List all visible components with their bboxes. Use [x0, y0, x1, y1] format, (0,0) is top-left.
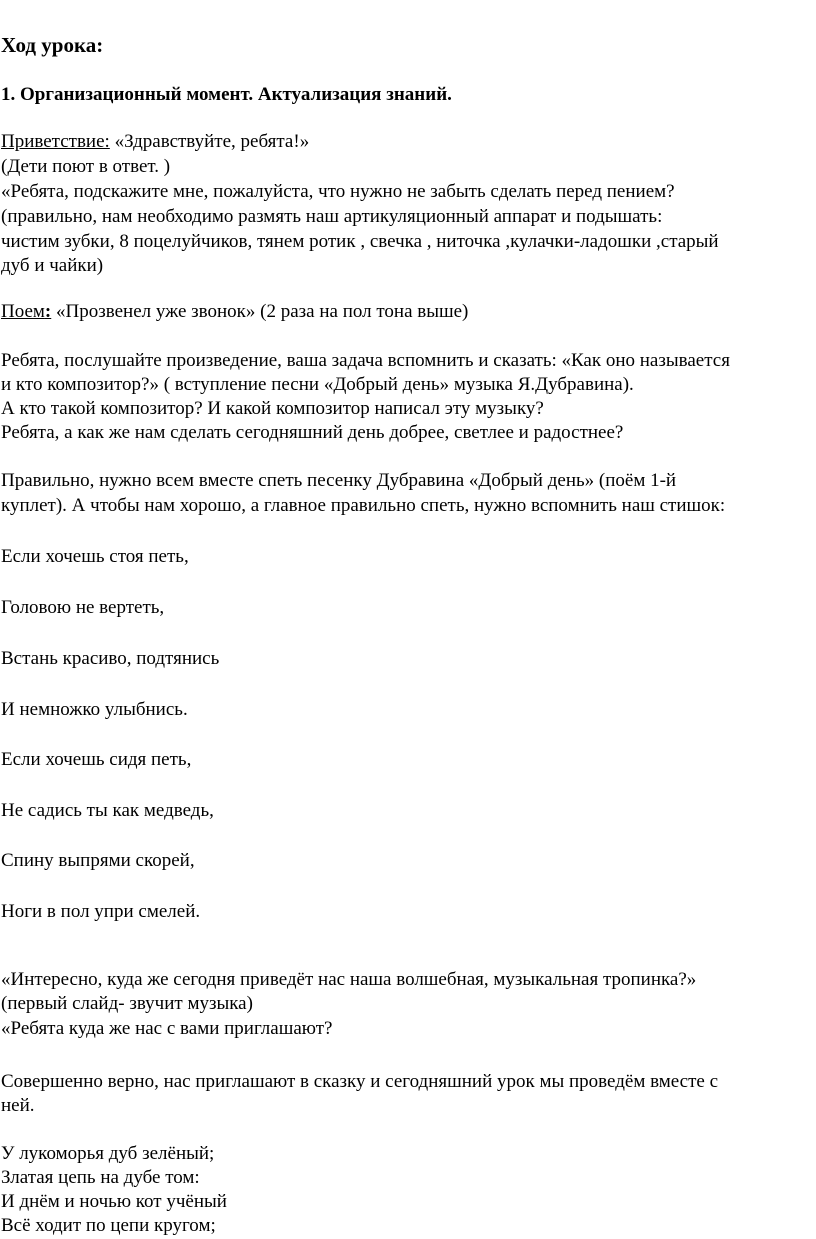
pushkin-line: Златая цепь на дубе том: [1, 1167, 200, 1188]
answer-prep-line: (правильно, нам необходимо размять наш артикуляционный аппарат и подышать: [1, 206, 663, 227]
poem-line: Если хочешь сидя петь, [1, 749, 192, 770]
correct-line: Правильно, нужно всем вместе спеть песенку Дубравина «Добрый день» (поём 1-й [1, 470, 677, 491]
sing-text: «Прозвенел уже звонок» (2 раза на пол тона выше) [51, 301, 469, 322]
correct-line: куплет). А чтобы нам хорошо, а главное правильно спеть, нужно вспомнить наш стишок: [1, 495, 726, 516]
pushkin-line: Всё ходит по цепи кругом; [1, 1215, 216, 1236]
sing-colon: : [44, 301, 52, 322]
path-line: «Ребята куда же нас с вами приглашают? [1, 1018, 333, 1039]
children-answer: (Дети поют в ответ. ) [1, 156, 171, 177]
lesson-heading: Ход урока: [1, 33, 104, 57]
poem-line: Головою не вертеть, [1, 597, 165, 618]
sing-line [1, 300, 468, 325]
answer-prep-line: дуб и чайки) [1, 255, 104, 276]
sing-label: Поем [1, 301, 45, 322]
fairy-line: Совершенно верно, нас приглашают в сказку и сегодняшний урок мы проведём вместе с [1, 1071, 719, 1092]
poem-line: Если хочешь стоя петь, [1, 546, 189, 567]
greeting-label: Приветствие: [1, 131, 110, 152]
path-line: (первый слайд- звучит музыка) [1, 993, 253, 1014]
poem-line: И немножко улыбнись. [1, 699, 188, 720]
poem-line: Не садись ты как медведь, [1, 800, 214, 821]
path-line: «Интересно, куда же сегодня приведёт нас наша волшебная, музыкальная тропинка?» [1, 969, 697, 990]
greeting-line [1, 130, 309, 155]
greeting-text: «Здравствуйте, ребята!» [109, 131, 310, 152]
listen-line: и кто композитор?» ( вступление песни «Добрый день» музыка Я.Дубравина). [1, 374, 634, 395]
listen-line: Ребята, послушайте произведение, ваша задача вспомнить и сказать: «Как оно называется [1, 350, 730, 371]
poem-line: Встань красиво, подтянись [1, 648, 220, 669]
pushkin-line: И днём и ночью кот учёный [1, 1191, 227, 1212]
listen-line: А кто такой композитор? И какой композитор написал эту музыку? [1, 398, 544, 419]
question-prep: «Ребята, подскажите мне, пожалуйста, что нужно не забыть сделать перед пением? [1, 181, 675, 202]
listen-line: Ребята, а как же нам сделать сегодняшний день добрее, светлее и радостнее? [1, 422, 624, 443]
answer-prep-line: чистим зубки, 8 поцелуйчиков, тянем ротик , свечка , ниточка ,кулачки-ладошки ,старый [1, 231, 719, 252]
poem-line: Спину выпрями скорей, [1, 850, 195, 871]
fairy-line: ней. [1, 1095, 35, 1116]
section-title: 1. Организационный момент. Актуализация знаний. [1, 84, 452, 105]
pushkin-line: У лукоморья дуб зелёный; [1, 1143, 215, 1164]
poem-line: Ноги в пол упри смелей. [1, 901, 201, 922]
